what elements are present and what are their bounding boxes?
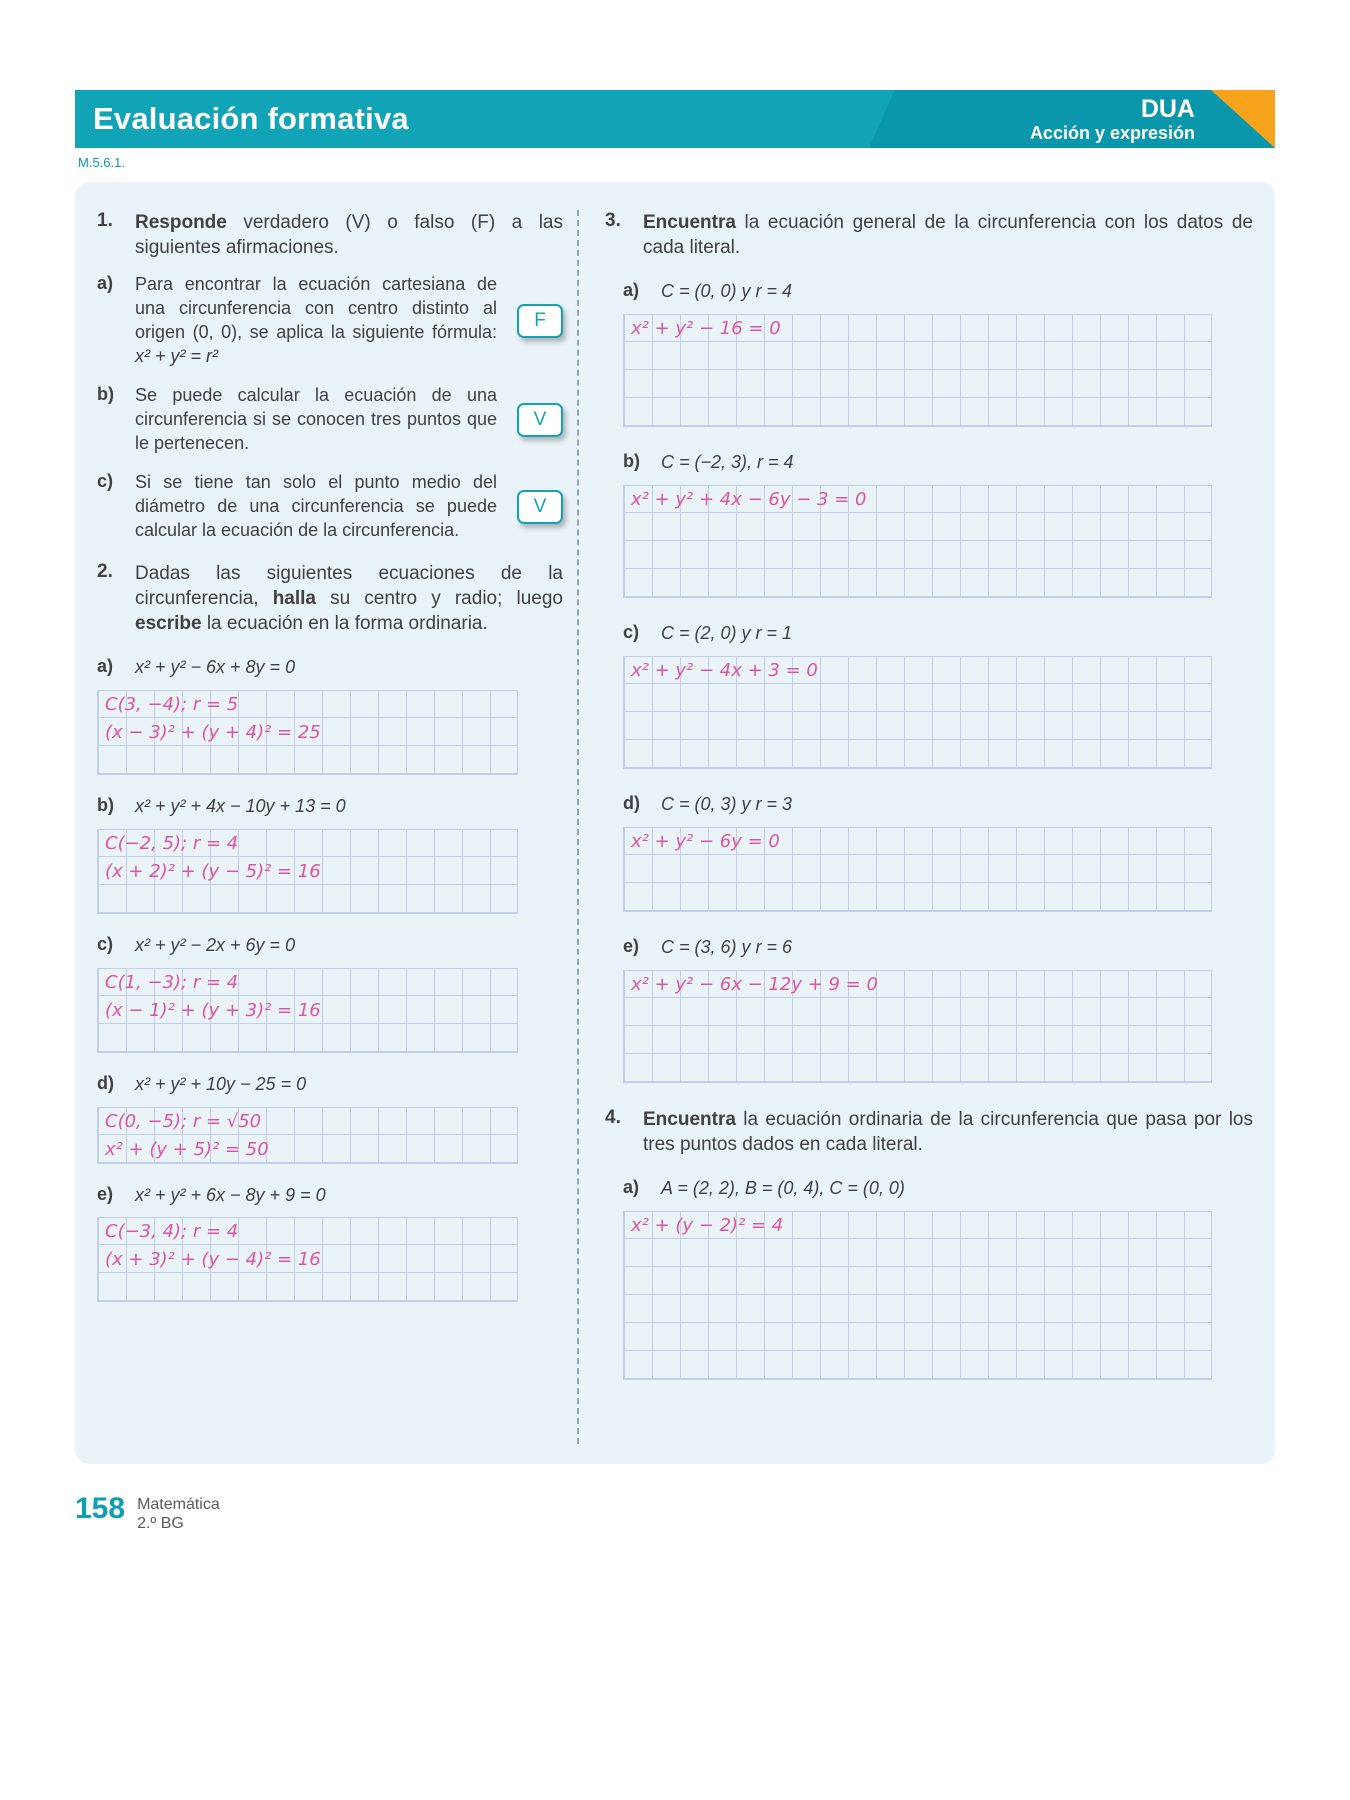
item-given: C = (0, 0) y r = 4 [661, 281, 793, 302]
given-item-d [623, 793, 1253, 817]
answer-grid [623, 827, 1212, 912]
handwritten-answer-line: (x + 3)² + (y − 4)² = 16 [105, 1249, 321, 1271]
handwritten-answer-line: x² + y² − 16 = 0 [631, 318, 781, 340]
book-info [137, 1494, 220, 1534]
item-label: b) [623, 451, 640, 472]
item-given: A = (2, 2), B = (0, 4), C = (0, 0) [661, 1178, 905, 1198]
content-panel [75, 182, 1275, 1464]
handwritten-answer-line: C(−2, 5); r = 4 [105, 832, 239, 854]
handwritten-answer-line: x² + y² − 4x + 3 = 0 [631, 659, 818, 681]
question-text-part: Dadas las siguientes ecuaciones de la circunferencia, [135, 562, 563, 609]
question-text [643, 210, 1253, 260]
handwritten-answer-line: x² + y² + 4x − 6y − 3 = 0 [631, 489, 867, 511]
item-equation: x² + y² + 4x − 10y + 13 = 0 [135, 795, 346, 816]
handwritten-answer-line: (x − 3)² + (y + 4)² = 25 [105, 721, 321, 743]
question-verb: halla [272, 587, 316, 609]
given-item-b [623, 451, 1253, 475]
statement-item-c [97, 471, 563, 543]
item-label: a) [97, 273, 114, 294]
equation-item-a [97, 656, 563, 680]
item-text: Si se tiene tan solo el punto medio del diámetro de una circunferencia se puede calcular la ecuación de la circunferencia. [135, 471, 497, 540]
points-item-a [623, 1177, 1253, 1201]
handwritten-answer-line: x² + y² − 6y = 0 [631, 830, 780, 852]
item-given: C = (2, 0) y r = 1 [661, 623, 793, 644]
right-column [579, 210, 1253, 1444]
question-number: 4. [605, 1106, 621, 1128]
answer-grid [623, 485, 1212, 598]
dua-subtitle: Acción y expresión [1029, 122, 1195, 143]
answer-grid [623, 970, 1212, 1083]
page-footer [75, 1494, 220, 1534]
equation-item-d [97, 1073, 563, 1097]
item-label: a) [623, 280, 640, 301]
item-label: c) [97, 933, 114, 954]
handwritten-answer-line: C(3, −4); r = 5 [105, 693, 239, 715]
item-equation: x² + y² − 2x + 6y = 0 [135, 934, 296, 955]
left-column [97, 210, 579, 1444]
item-given: C = (0, 3) y r = 3 [661, 793, 793, 814]
question-2 [97, 561, 563, 636]
item-equation: x² + y² − 6x + 8y = 0 [135, 656, 296, 677]
handwritten-answer-line: x² + y² − 6x − 12y + 9 = 0 [631, 973, 878, 995]
question-verb: Encuentra [643, 212, 736, 233]
true-false-answer-chip: F [517, 304, 563, 338]
true-false-answer-chip: V [517, 403, 563, 437]
answer-chip-column [497, 471, 563, 543]
handwritten-answer-line: C(1, −3); r = 4 [105, 971, 239, 993]
item-label: d) [97, 1072, 114, 1093]
dua-block [1030, 95, 1195, 143]
answer-grid [97, 1217, 518, 1302]
handwritten-answer-line: (x − 1)² + (y + 3)² = 16 [105, 999, 321, 1021]
question-text [135, 561, 563, 636]
question-rest: la ecuación ordinaria de la circunferencia que pasa por los tres puntos dados en cada literal. [643, 1108, 1253, 1155]
true-false-answer-chip: V [517, 490, 563, 524]
standard-code: M.5.6.1. [78, 155, 125, 170]
answer-grid [97, 829, 518, 914]
answer-grid [97, 690, 518, 775]
item-text: Se puede calcular la ecuación de una circunferencia si se conocen tres puntos que le pertenecen. [135, 384, 497, 453]
item-given: C = (−2, 3), r = 4 [661, 452, 794, 473]
question-verb: escribe [135, 612, 202, 634]
item-text-body: Para encontrar la ecuación cartesiana de una circunferencia con centro distinto al origen (0, 0), se aplica la siguiente fórmula: [135, 274, 497, 343]
item-given: C = (3, 6) y r = 6 [661, 936, 793, 957]
answer-grid [623, 656, 1212, 769]
book-grade: 2.º BG [137, 1514, 184, 1532]
item-equation: x² + y² + 6x − 8y + 9 = 0 [135, 1184, 326, 1205]
question-verb: Responde [135, 212, 227, 233]
item-label: a) [623, 1177, 640, 1197]
book-title: Matemática [137, 1496, 220, 1513]
page-title: Evaluación formativa [93, 101, 409, 136]
question-text [135, 210, 563, 260]
page-header [75, 90, 1275, 148]
question-text [643, 1107, 1253, 1157]
item-label: c) [623, 622, 640, 643]
answer-grid [97, 1107, 518, 1164]
question-1 [97, 210, 563, 260]
answer-grid [623, 1211, 1212, 1380]
answer-grid [97, 968, 518, 1053]
item-formula: x² + y² = r² [135, 345, 219, 366]
question-number: 1. [97, 210, 113, 231]
handwritten-answer-line: C(−3, 4); r = 4 [105, 1221, 239, 1243]
orange-corner-decoration [1211, 90, 1275, 148]
given-item-a [623, 280, 1253, 304]
item-label: b) [97, 794, 114, 815]
question-verb: Encuentra [643, 1108, 736, 1130]
statement-item-b [97, 384, 563, 456]
dua-title: DUA [1140, 94, 1195, 123]
answer-chip-column [497, 273, 563, 369]
handwritten-answer-line: C(0, −5); r = √50 [105, 1110, 262, 1132]
item-label: c) [97, 470, 114, 491]
item-label: e) [97, 1183, 114, 1204]
item-label: b) [97, 383, 114, 404]
equation-item-e [97, 1184, 563, 1208]
item-text [135, 273, 497, 369]
equation-item-c [97, 934, 563, 958]
given-item-c [623, 622, 1253, 646]
question-4 [605, 1107, 1253, 1157]
question-number: 3. [605, 210, 621, 231]
handwritten-answer-line: x² + (y − 2)² = 4 [631, 1214, 784, 1236]
question-text-part: la ecuación en la forma ordinaria. [201, 612, 488, 634]
question-3 [605, 210, 1253, 260]
item-equation: x² + y² + 10y − 25 = 0 [135, 1073, 307, 1094]
answer-grid [623, 314, 1212, 427]
equation-item-b [97, 795, 563, 819]
item-label: a) [97, 655, 114, 676]
item-label: e) [623, 935, 640, 956]
question-number: 2. [97, 560, 113, 582]
question-rest: verdadero (V) o falso (F) a las siguientes afirmaciones. [135, 212, 563, 259]
statement-item-a [97, 273, 563, 369]
given-item-e [623, 936, 1253, 960]
page-number: 158 [75, 1492, 126, 1525]
handwritten-answer-line: (x + 2)² + (y − 5)² = 16 [105, 860, 321, 882]
handwritten-answer-line: x² + (y + 5)² = 50 [105, 1138, 269, 1160]
answer-chip-column [497, 384, 563, 456]
question-rest: la ecuación general de la circunferencia con los datos de cada literal. [643, 212, 1253, 259]
item-label: d) [623, 792, 640, 813]
question-text-part: su centro y radio; luego [316, 587, 563, 609]
